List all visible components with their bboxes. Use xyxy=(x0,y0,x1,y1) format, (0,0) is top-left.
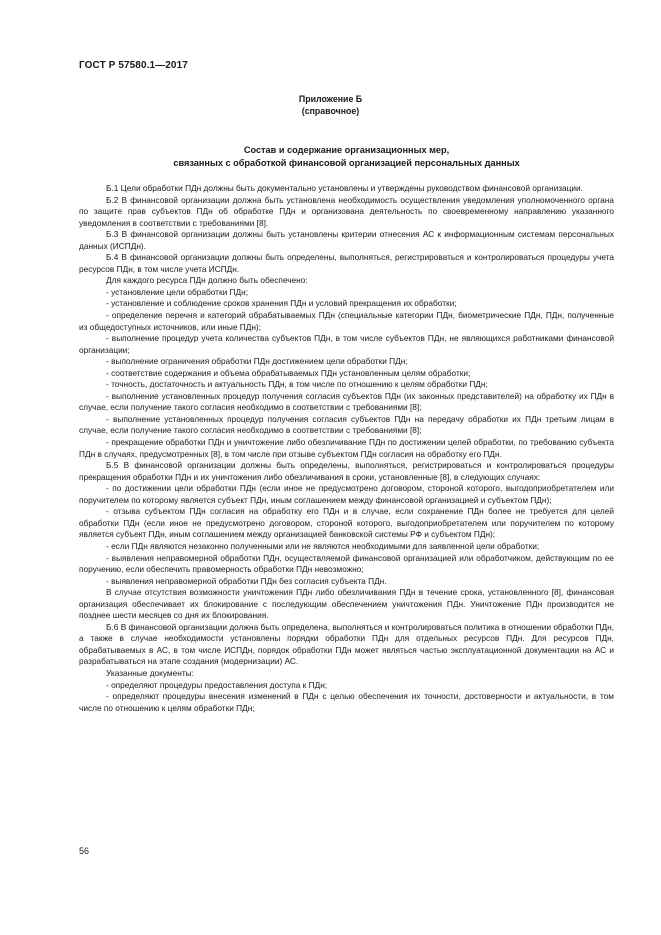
paragraph: Б.3 В финансовой организации должны быть установлены критерии отнесения АС к информационным системам персональных данных (ИСПДн). xyxy=(79,229,614,251)
paragraph: Б.5 В финансовой организации должны быть определены, выполняться, регистрироваться и контролироваться процедуры прекращения обработки ПДн и их уничтожения либо обезличивания в сроки, установленные [8], в следующих случаях: xyxy=(79,460,614,482)
paragraph: Б.2 В финансовой организации должна быть установлена необходимость осуществления уведомления уполномоченного органа по защите прав субъектов ПДн об обработке ПДн и организована деятельность по своевременному направлению указанного уведомления в соответствии с требованиями [8]. xyxy=(79,194,614,228)
list-item: - определяют процедуры предоставления доступа к ПДн; xyxy=(106,679,328,690)
paragraph: Указанные документы: xyxy=(106,667,194,678)
list-item: - выявления неправомерной обработки ПДн, осуществляемой финансовой организацией или обработчиком, действующим по ее поручению, если обеспечить правомерность обработки ПДн невозможно; xyxy=(79,552,614,575)
list-item: - установление цели обработки ПДн; xyxy=(106,286,248,297)
list-item: - по достижении цели обработки ПДн (если иное не предусмотрено договором, стороной которого, выгодоприобретателем или поручителем по которому является субъект ПДн, иным соглашением между финансовой организацией и субъектом ПДн); xyxy=(79,483,614,505)
list-item: - прекращение обработки ПДн и уничтожение либо обезличивание ПДн по достижении целей обработки, по требованию субъекта ПДн в случаях, предусмотренных [8], в том числе при отзыве субъектом ПДн согласия на обработку его ПДн. xyxy=(79,437,614,459)
appendix-label: Приложение Б xyxy=(298,94,363,104)
page-number: 56 xyxy=(79,846,90,856)
list-item: - выполнение установленных процедур получения согласия субъектов ПДн (их законных представителей) на обработку их ПДн в случае, если получение такого согласия необходимо в соответствии с требованиями [8]; xyxy=(79,390,614,413)
paragraph: Для каждого ресурса ПДн должно быть обеспечено: xyxy=(106,275,308,286)
list-item: - выполнение установленных процедур получения согласия субъектов ПДн на передачу обработки их ПДн третьим лицам в случае, если получение такого согласия необходимо в соответствии с требованиями [8]; xyxy=(79,413,614,436)
list-item: - выявления неправомерной обработки ПДн без согласия субъекта ПДн. xyxy=(106,575,387,586)
list-item: - отзыва субъектом ПДн согласия на обработку его ПДн и в случае, если сохранение ПДн более не требуется для целей обработки ПДн (если иное не предусмотрено договором, стороной которого, выгодоприобретателем или поручителем по которому является субъект ПДн, иным соглашением между организацией банковской системы РФ и субъектом ПДн); xyxy=(79,506,614,540)
section-title xyxy=(79,144,614,169)
list-item: - установление и соблюдение сроков хранения ПДн и условий прекращения их обработки; xyxy=(106,298,457,309)
list-item: - определяют процедуры внесения изменений в ПДн с целью обеспечения их точности, достоверности и актуальности, в том числе по отношению к целям обработки ПДн; xyxy=(79,691,614,713)
list-item: - соответствие содержания и объема обрабатываемых ПДн установленным целям обработки; xyxy=(106,367,471,378)
list-item: - выполнение ограничения обработки ПДн достижением цели обработки ПДн; xyxy=(106,356,408,367)
list-item: - выполнение процедур учета количества субъектов ПДн, в том числе субъектов ПДн, не являющихся работниками финансовой организации; xyxy=(79,333,614,355)
section-title-line-1: Состав и содержание организационных мер, xyxy=(243,145,450,155)
paragraph: Б.4 В финансовой организации должны быть определены, выполняться, регистрироваться и контролироваться процедуры учета ресурсов ПДн, в том числе учета ИСПДн. xyxy=(79,252,614,274)
appendix-kind: (справочное) xyxy=(301,106,360,116)
paragraph: Б.6 В финансовой организации должна быть определена, выполняться и контролироваться политика в отношении обработки ПДн, а также в случае необходимости установлены порядки обработки ПДн для отдельных ресурсов ПДн. Для ресурсов ПДн, обрабатываемых в АС, в том числе ИСПДн, порядок обработки ПДн может являться частью эксплуатационной документации на АС и разрабатываться на этапе создания (модернизации) АС. xyxy=(79,621,614,667)
standard-header: ГОСТ Р 57580.1—2017 xyxy=(79,60,188,71)
list-item: - точность, достаточность и актуальность ПДн, в том числе по отношению к целям обработки ПДн; xyxy=(106,379,488,390)
paragraph: В случае отсутствия возможности уничтожения ПДн либо обезличивания ПДн в течение срока, установленного [8], финансовая организация обеспечивает их блокирование с последующим обеспечением уничтожения ПДн. Уничтожение ПДн производится не позднее шести месяцев со дня их блокирования. xyxy=(79,587,614,621)
section-title-line-2: связанных с обработкой финансовой организацией персональных данных xyxy=(173,157,520,168)
list-item: - если ПДн являются незаконно полученными или не являются необходимыми для заявленной цели обработки; xyxy=(106,540,540,551)
body-text xyxy=(79,183,614,714)
appendix-heading xyxy=(0,93,661,117)
paragraph: Б.1 Цели обработки ПДн должны быть документально установлены и утверждены руководством финансовой организации. xyxy=(106,183,583,193)
list-item: - определение перечня и категорий обрабатываемых ПДн (специальные категории ПДн, биометрические ПДн, ПДн, полученные из общедоступных источников, или иные ПДн); xyxy=(79,310,614,332)
